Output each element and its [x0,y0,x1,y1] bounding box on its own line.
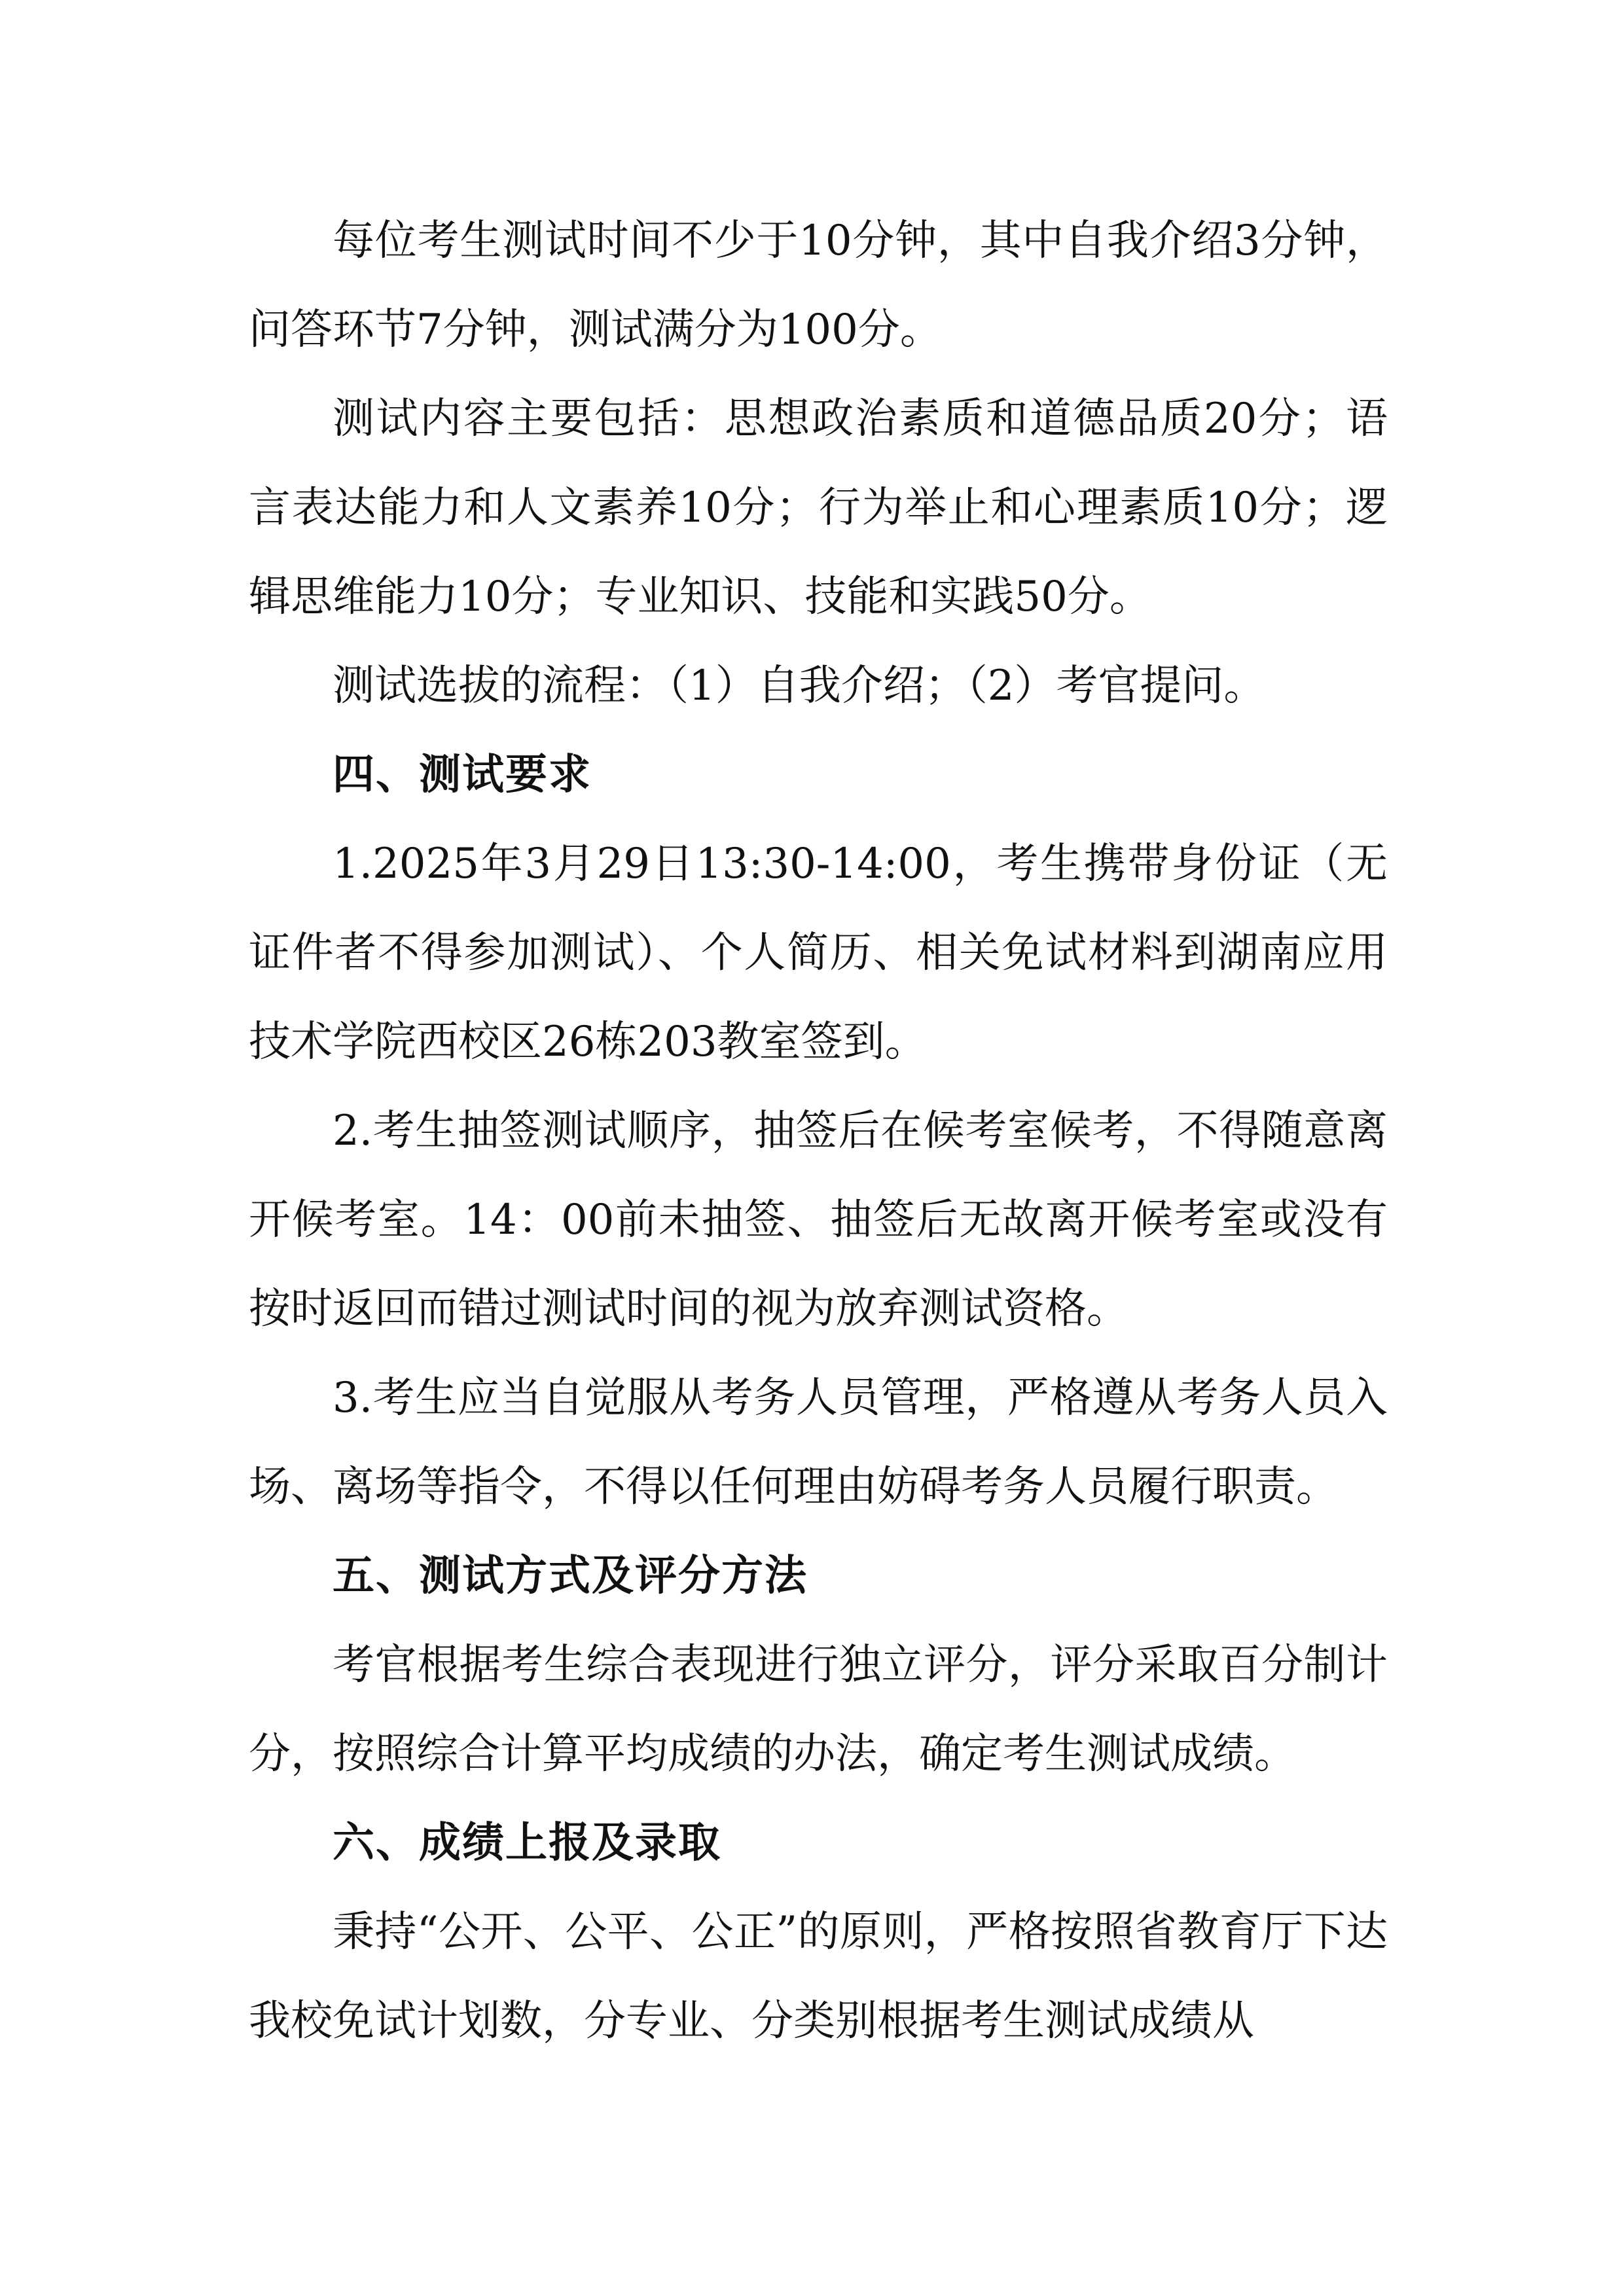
paragraph-scoring-method: 考官根据考生综合表现进行独立评分，评分采取百分制计分，按照综合计算平均成绩的办法，确定考生测试成绩。 [249,1641,1388,1778]
heading-scoring-method: 五、测试方式及评分方法 [333,1552,808,1600]
heading-results-admission: 六、成绩上报及录取 [333,1819,721,1867]
paragraph-results-admission: 秉持“公开、公平、公正”的原则，严格按照省教育厅下达我校免试计划数，分专业、分类别根据考生测试成绩从 [249,1908,1388,2045]
paragraph-test-content: 测试内容主要包括：思想政治素质和道德品质20分；语言表达能力和人文素养10分；行为举止和心理素质10分；逻辑思维能力10分；专业知识、技能和实践50分。 [249,395,1388,621]
document-body [249,196,1388,2066]
paragraph-requirement-1: 1.2025年3月29日13:30-14:00，考生携带身份证（无证件者不得参加测试）、个人简历、相关免试材料到湖南应用技术学院西校区26栋203教室签到。 [249,840,1388,1066]
paragraph-requirement-3: 3.考生应当自觉服从考务人员管理，严格遵从考务人员入场、离场等指令，不得以任何理由妨碍考务人员履行职责。 [249,1374,1388,1511]
heading-test-requirements: 四、测试要求 [333,751,592,799]
paragraph-requirement-2: 2.考生抽签测试顺序，抽签后在候考室候考，不得随意离开候考室。14：00前未抽签、抽签后无故离开候考室或没有按时返回而错过测试时间的视为放弃测试资格。 [249,1107,1388,1333]
paragraph-test-duration: 每位考生测试时间不少于10分钟，其中自我介绍3分钟，问答环节7分钟，测试满分为100分。 [249,217,1388,354]
paragraph-test-process: 测试选拔的流程：（1）自我介绍；（2）考官提问。 [333,662,1266,710]
